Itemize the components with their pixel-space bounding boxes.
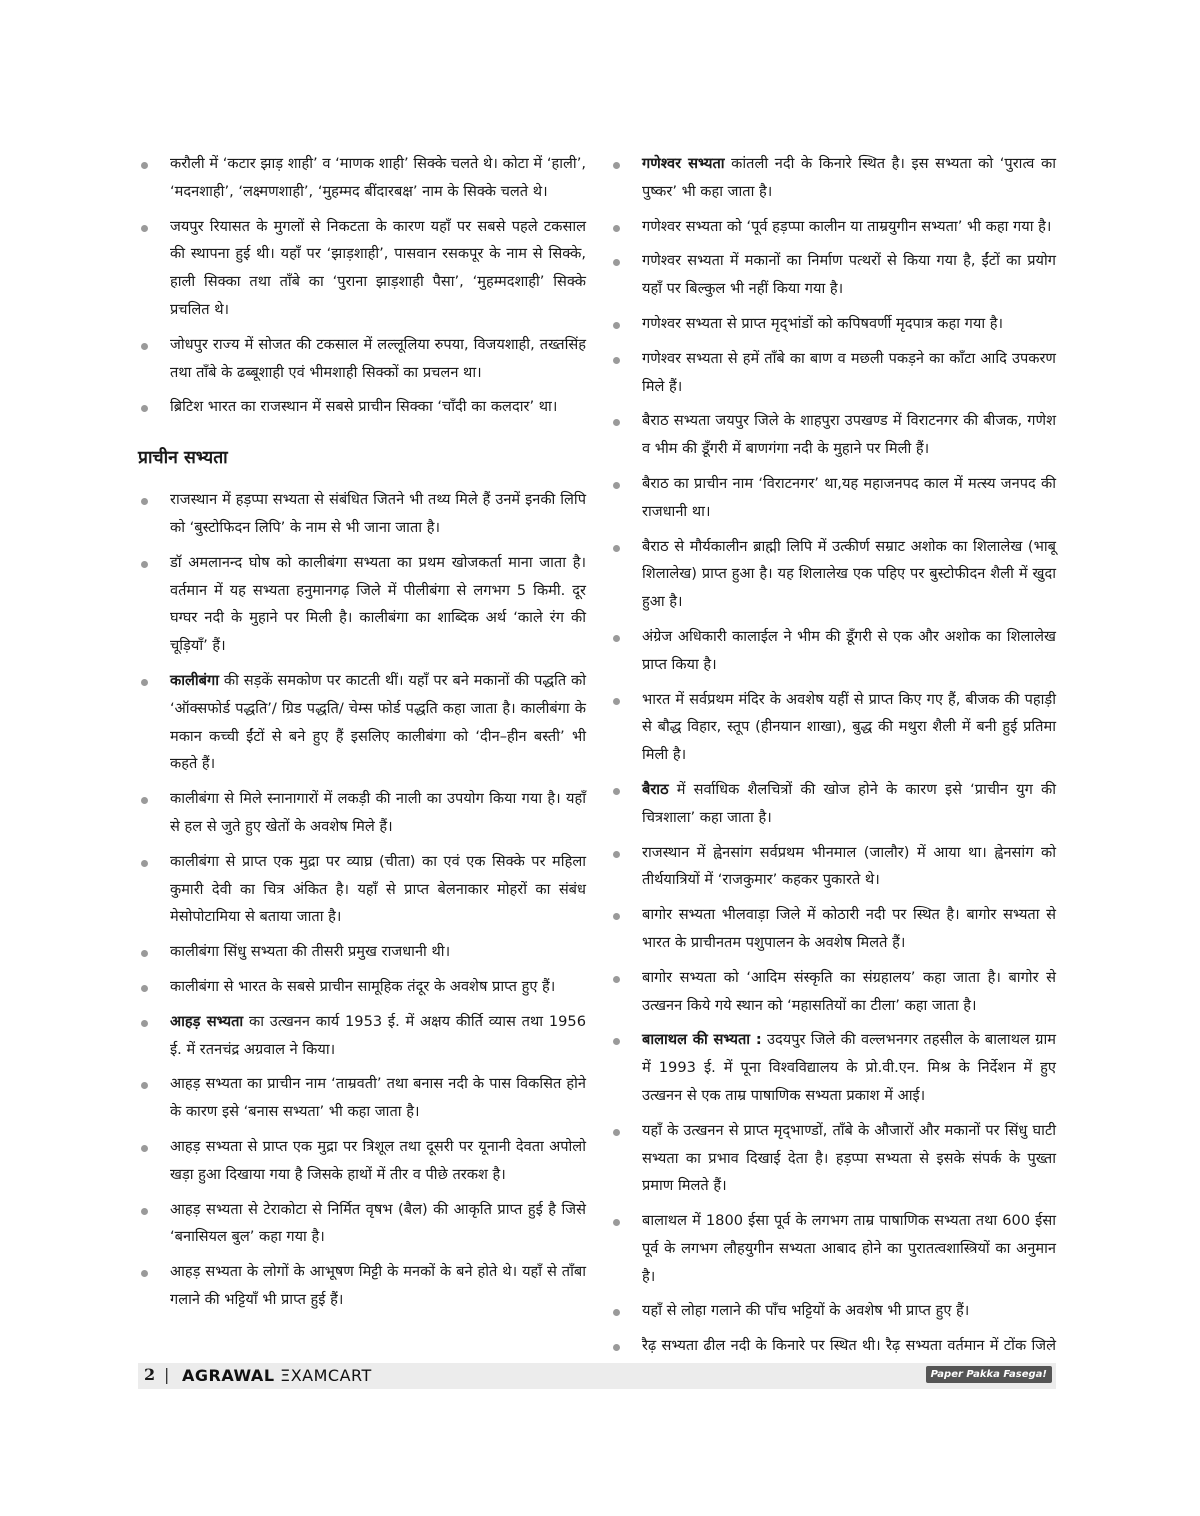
item-text: कालीबंगा से मिले स्नानागारों में लकड़ी की नाली का उपयोग किया गया है। यहाँ से हल से जुते हुए खेतों के अवशेष मिले हैं। xyxy=(170,790,586,835)
item-text: यहाँ के उत्खनन से प्राप्त मृद्‌भाण्डों, ताँबे के औजारों और मकानों पर सिंधु घाटी सभ्यता का प्रभाव दिखाई देता है। हड़प्पा सभ्यता से इसके संपर्क के पुख्ता प्रमाण मिलते हैं। xyxy=(642,1121,1056,1195)
list-item xyxy=(138,150,586,206)
list-item xyxy=(610,901,1056,957)
left-column xyxy=(138,150,586,1321)
list-item xyxy=(610,964,1056,1020)
list-item xyxy=(138,549,586,660)
item-text: बैराठ का प्राचीन नाम ‘विराटनगर’ था,यह महाजनपद काल में मत्स्य जनपद की राजधानी था। xyxy=(642,474,1056,520)
coin-list xyxy=(138,150,586,421)
item-text: उदयपुर जिले की वल्लभनगर तहसील के बालाथल ग्राम में 1993 ई. में पूना विश्वविद्यालय के प्रो.वी.एन. मिश्र के निर्देशन में हुए उत्खनन से एक ताम्र पाषाणिक सभ्यता प्रकाश में आई। xyxy=(642,1031,1056,1104)
item-text: अंग्रेज अधिकारी कालाईल ने भीम की डूँगरी से एक और अशोक का शिलालेख प्राप्त किया है। xyxy=(642,627,1056,673)
list-item xyxy=(138,1070,586,1126)
item-text: आहड़ सभ्यता के लोगों के आभूषण मिट्टी के मनकों के बने होते थे। यहाँ से ताँबा गलाने की भट्टियाँ भी प्राप्त हुई हैं। xyxy=(170,1263,586,1308)
brand-name-part1: AGRAWAL xyxy=(182,1366,275,1385)
list-item xyxy=(138,331,586,387)
item-text: बैराठ से मौर्यकालीन ब्राह्मी लिपि में उत्कीर्ण सम्राट अशोक का शिलालेख (भाबू शिलालेख) प्राप्त हुआ है। यह शिलालेख एक पहिए पर बुस्टोफीदन शैली में खुदा हुआ है। xyxy=(642,537,1056,611)
item-text: डॉ अमलानन्द घोष को कालीबंगा सभ्यता का प्रथम खोजकर्ता माना जाता है। वर्तमान में यह सभ्यता हनुमानगढ़ जिले में पीलीबंगा से लगभग 5 किमी. दूर घग्घर नदी के मुहाने पर मिली है। कालीबंगा का शाब्दिक अर्थ ‘काले रंग की चूड़ियाँ’ हैं। xyxy=(170,553,586,655)
list-item xyxy=(138,213,586,324)
item-text: गणेश्वर सभ्यता से प्राप्त मृद्‌भांडों को कपिषवर्णी मृदपात्र कहा गया है। xyxy=(642,314,1004,332)
list-item xyxy=(138,1196,586,1252)
item-text: कालीबंगा सिंधु सभ्यता की तीसरी प्रमुख राजधानी थी। xyxy=(170,943,451,961)
item-text: जयपुर रियासत के मुगलों से निकटता के कारण यहाँ पर सबसे पहले टकसाल की स्थापना हुई थी। यहाँ पर ‘झाड़शाही’, पासवान रसकपूर के नाम से सिक्के, हाली सिक्का तथा ताँबे का ‘पुराना झाड़शाही पैसा’, ‘मुहम्मदशाही’ सिक्के प्रचलित थे। xyxy=(170,217,586,318)
list-item xyxy=(610,1207,1056,1290)
page-number: 2 xyxy=(144,1365,156,1384)
item-text: आहड़ सभ्यता का प्राचीन नाम ‘ताम्रवती’ तथा बनास नदी के पास विकसित होने के कारण इसे ‘बनास सभ्यता’ भी कहा जाता है। xyxy=(170,1075,586,1121)
item-text: करौली में ‘कटार झाड़ शाही’ व ‘माणक शाही’ सिक्के चलते थे। कोटा में ‘हाली’, ‘मदनशाही’, ‘लक्ष्मणशाही’, ‘मुहम्मद बींदारबक्ष’ नाम के सिक्के चलते थे। xyxy=(170,155,586,200)
ancient-civilization-list xyxy=(138,486,586,1314)
item-text: कालीबंगा से भारत के सबसे प्राचीन सामूहिक तंदूर के अवशेष प्राप्त हुए हैं। xyxy=(170,977,556,995)
item-bold-lead: बालाथल की सभ्यता : xyxy=(642,1031,762,1049)
list-item xyxy=(138,393,586,421)
list-item xyxy=(610,150,1056,206)
right-column xyxy=(610,150,1056,1395)
item-text: बागोर सभ्यता को ‘आदिम संस्कृति का संग्रहालय’ कहा जाता है। बागोर से उत्खनन किये गये स्थान को ‘महासतियों का टीला’ कहा जाता है। xyxy=(642,968,1056,1014)
list-item xyxy=(610,1026,1056,1109)
item-text: गणेश्वर सभ्यता में मकानों का निर्माण पत्थरों से किया गया है, ईंटों का प्रयोग यहाँ पर बिल्कुल भी नहीं किया गया है। xyxy=(642,252,1056,298)
item-bold-lead: कालीबंगा xyxy=(170,671,219,689)
list-item xyxy=(610,623,1056,679)
list-item xyxy=(138,848,586,931)
item-text: रैढ़ सभ्यता ढील नदी के किनारे पर स्थित थी। रैढ़ सभ्यता वर्तमान में टोंक जिले xyxy=(642,1337,1056,1355)
item-bold-lead: गणेश्वर सभ्यता xyxy=(642,155,725,172)
list-item xyxy=(610,345,1056,401)
list-item xyxy=(610,407,1056,463)
list-item xyxy=(138,785,586,841)
item-bold-lead: आहड़ सभ्यता xyxy=(170,1012,244,1030)
item-text: भारत में सर्वप्रथम मंदिर के अवशेष यहीं से प्राप्त किए गए हैं, बीजक की पहाड़ी से बौद्ध विहार, स्तूप (हीनयान शाखा), बुद्ध की मथुरा शैली में बनी हुई प्रतिमा मिली है। xyxy=(642,690,1056,764)
list-item xyxy=(610,1297,1056,1325)
item-bold-lead: बैराठ xyxy=(642,780,669,798)
item-text: में सर्वाधिक शैलचित्रों की खोज होने के कारण इसे ‘प्राचीन युग की चित्रशाला’ कहा जाता है। xyxy=(642,780,1056,826)
item-text: बैराठ सभ्यता जयपुर जिले के शाहपुरा उपखण्ड में विराटनगर की बीजक, गणेश व भीम की डूँगरी में बाणगंगा नदी के मुहाने पर मिली हैं। xyxy=(642,412,1056,458)
list-item xyxy=(610,247,1056,303)
item-text: यहाँ से लोहा गलाने की पाँच भट्टियों के अवशेष भी प्राप्त हुए हैं। xyxy=(642,1302,970,1320)
list-item xyxy=(138,973,586,1001)
list-item xyxy=(138,1133,586,1189)
item-text: बालाथल में 1800 ईसा पूर्व के लगभग ताम्र पाषाणिक सभ्यता तथा 600 ईसा पूर्व के लगभग लौहयुगीन सभ्यता आबाद होने का पुरातत्वशास्त्रियों का अनुमान है। xyxy=(642,1212,1056,1285)
item-text: आहड़ सभ्यता से टेराकोटा से निर्मित वृषभ (बैल) की आकृति प्राप्त हुई है जिसे ‘बनासियल बुल’ कहा गया है। xyxy=(170,1200,586,1246)
list-item xyxy=(610,213,1056,241)
list-item xyxy=(138,486,586,542)
item-text: ब्रिटिश भारत का राजस्थान में सबसे प्राचीन सिक्का ‘चाँदी का कलदार’ था। xyxy=(170,398,558,416)
item-text: बागोर सभ्यता भीलवाड़ा जिले में कोठारी नदी पर स्थित है। बागोर सभ्यता से भारत के प्राचीनतम पशुपालन के अवशेष मिलते हैं। xyxy=(642,906,1056,951)
list-item xyxy=(610,686,1056,769)
list-item xyxy=(610,776,1056,832)
list-item xyxy=(610,839,1056,895)
item-text: आहड़ सभ्यता से प्राप्त एक मुद्रा पर त्रिशूल तथा दूसरी पर यूनानी देवता अपोलो खड़ा हुआ दिखाया गया है जिसके हाथों में तीर व पीछे तरकश है। xyxy=(170,1137,586,1183)
footer-separator: | xyxy=(164,1365,170,1384)
brand-name-part2: ΞXAMCART xyxy=(274,1366,372,1385)
civilization-facts-list xyxy=(610,150,1056,1388)
list-item xyxy=(138,938,586,966)
item-text: राजस्थान में ह्वेनसांग सर्वप्रथम भीनमाल (जालौर) में आया था। ह्वेनसांग को तीर्थयात्रियों में ‘राजकुमार’ कहकर पुकारते थे। xyxy=(642,843,1056,889)
brand-logo xyxy=(182,1366,372,1385)
list-item xyxy=(138,1008,586,1064)
item-text: गणेश्वर सभ्यता को ‘पूर्व हड़प्पा कालीन या ताम्रयुगीन सभ्यता’ भी कहा गया है। xyxy=(642,217,1052,235)
item-text: की सड़कें समकोण पर काटती थीं। यहाँ पर बने मकानों की पद्धति को ‘ऑक्सफोर्ड पद्धति’/ ग्रिड पद्धति/ चेम्स फोर्ड पद्धति कहा जाता है। कालीबंगा के मकान कच्ची ईंटों से बने हुए हैं इसलिए कालीबंगा को ‘दीन–हीन बस्ती’ भी कहते हैं। xyxy=(170,671,586,773)
list-item xyxy=(138,667,586,778)
list-item xyxy=(610,533,1056,616)
list-item xyxy=(610,470,1056,526)
page-footer xyxy=(138,1363,1056,1389)
item-text: राजस्थान में हड़प्पा सभ्यता से संबंधित जितने भी तथ्य मिले हैं उनमें इनकी लिपि को ‘बुस्टोफिदन लिपि’ के नाम से भी जाना जाता है। xyxy=(170,491,586,536)
item-text: गणेश्वर सभ्यता से हमें ताँबे का बाण व मछली पकड़ने का काँटा आदि उपकरण मिले हैं। xyxy=(642,349,1056,395)
item-text: जोधपुर राज्य में सोजत की टकसाल में लल्लूलिया रुपया, विजयशाही, तख्तसिंह तथा ताँबे के ढब्बूशाही एवं भीमशाही सिक्कों का प्रचलन था। xyxy=(170,335,586,381)
item-text: का उत्खनन कार्य 1953 ई. में अक्षय कीर्ति व्यास तथा 1956 ई. में रतनचंद्र अग्रवाल ने किया। xyxy=(170,1012,586,1058)
list-item xyxy=(610,1117,1056,1200)
item-text: कांतली नदी के किनारे स्थित है। इस सभ्यता को ‘पुरात्व का पुष्कर’ भी कहा जाता है। xyxy=(642,155,1056,200)
list-item xyxy=(610,310,1056,338)
list-item xyxy=(138,1258,586,1314)
item-text: कालीबंगा से प्राप्त एक मुद्रा पर व्याघ्र (चीता) का एवं एक सिक्के पर महिला कुमारी देवी का चित्र अंकित है। यहाँ से प्राप्त बेलनाकार मोहरों का संबंध मेसोपोटामिया से बताया जाता है। xyxy=(170,852,586,926)
brand-tagline: Paper Pakka Fasega! xyxy=(926,1366,1052,1383)
section-heading: प्राचीन सभ्यता xyxy=(138,448,228,469)
